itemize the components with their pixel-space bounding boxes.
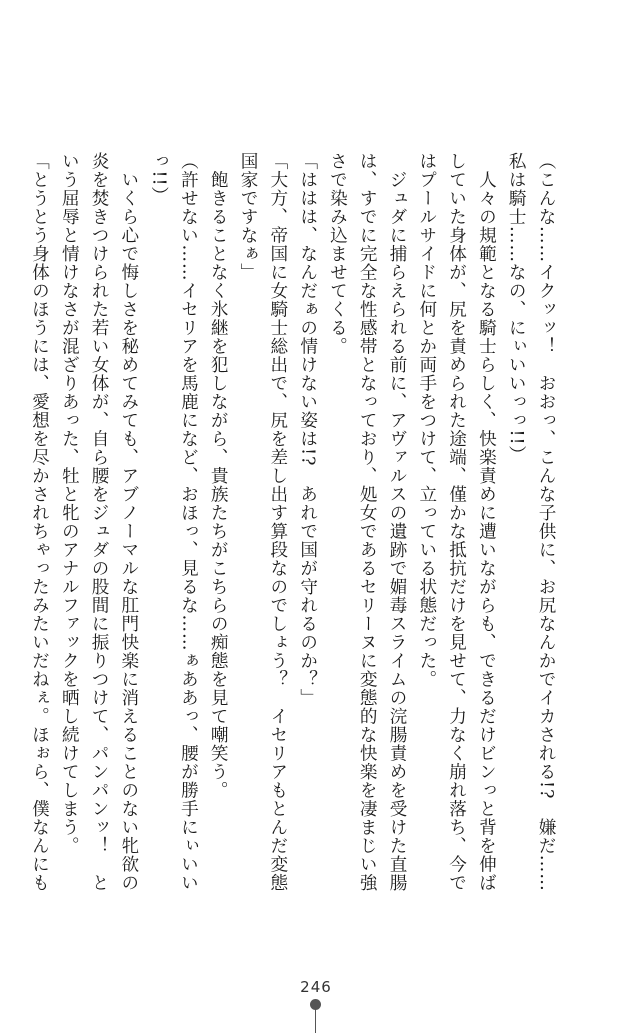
text-line: 「ははは、なんだぁの情けない姿は!? あれで国が守れるのか？」	[297, 152, 318, 707]
text-line: いう屈辱と情けなさが混ざりあった、牡と牝のアナルファックを晒し続けてしまう。	[59, 152, 80, 855]
text-line: 国家ですなぁ」	[238, 152, 259, 282]
text-line: は、すでに完全な性感帯となっており、処女であるセリーヌに変態的な快楽を凄まじい強	[357, 152, 378, 892]
text-line: 人々の規範となる騎士らしく、快楽責めに遭いながらも、できるだけビンっと背を伸ば	[476, 152, 497, 892]
text-line: 「大方、帝国に女騎士総出で、尻を差し出す算段なのでしょう？ イセリアもとんだ変態	[267, 152, 288, 892]
page-ornament-stem	[315, 1009, 316, 1033]
text-line: さで染み込ませてくる。	[327, 152, 348, 356]
text-line: していた身体が、尻を責められた途端、僅かな抵抗だけを見せて、力なく崩れ落ち、今で	[446, 152, 467, 892]
text-line: っ!!）	[148, 152, 169, 205]
text-line: 私は騎士……なの、にぃいいっっ!!）	[506, 152, 527, 464]
vertical-text-body	[29, 152, 560, 912]
text-line: ジュダに捕らえられる前に、アヴァルスの遺跡で媚毒スライムの浣腸責めを受けた直腸	[387, 152, 408, 892]
text-line: 炎を焚きつけられた若い女体が、自ら腰をジュダの股間に振りつけて、パンパンッ！ と	[89, 152, 110, 892]
text-line: 「とうとう身体のほうには、愛想を尽かされちゃったみたいだねぇ。ほぉら、僕なんにも	[29, 152, 50, 892]
text-line: いくら心で悔しさを秘めてみても、アブノーマルな肛門快楽に消えることのない牝欲の	[118, 152, 139, 892]
page-number: 246	[300, 978, 332, 996]
text-line: 飽きることなく氷継を犯しながら、貴族たちがこちらの痴態を見て嘲笑う。	[208, 152, 229, 800]
text-line: （こんな……イクッッ！ おおっ、こんな子供に、お尻なんかでイカされる!? 嫌だ……	[536, 152, 556, 892]
text-line: はプールサイドに何とか両手をつけて、立っている状態だった。	[416, 152, 437, 689]
text-line: （許せない……イセリアを馬鹿になど、おほっ、見るな……ぁああっ、腰が勝手にぃいい	[178, 152, 199, 892]
